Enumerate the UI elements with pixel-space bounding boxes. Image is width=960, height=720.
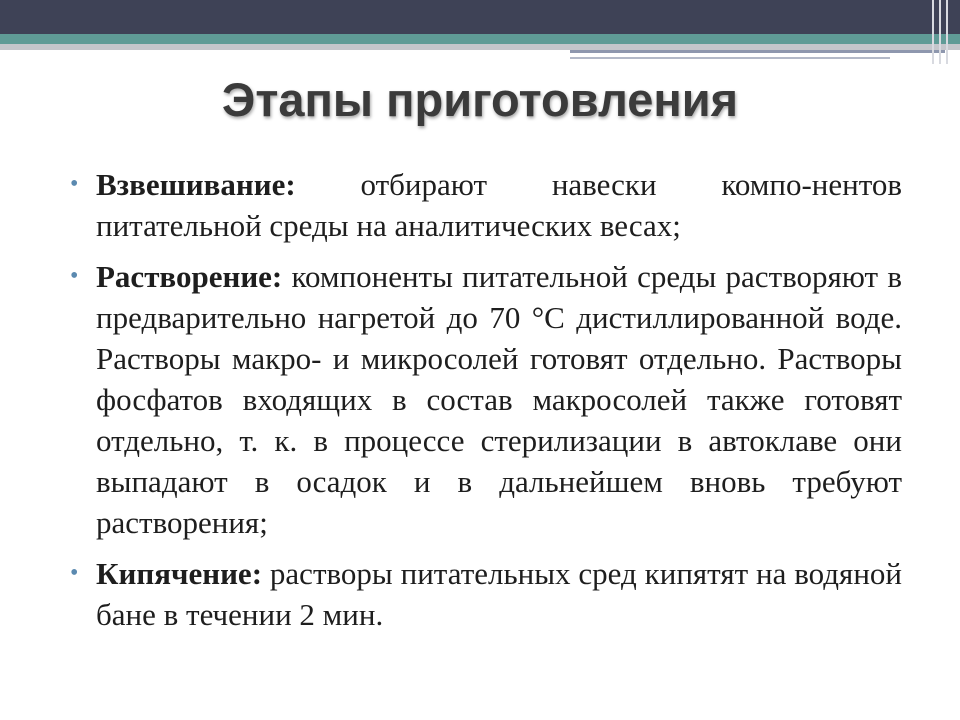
- list-item: [70, 553, 902, 635]
- bullet-icon: •: [70, 560, 79, 586]
- teal-decorative-band: [0, 34, 960, 44]
- slide-title: Этапы приготовления: [221, 73, 739, 126]
- accent-line-secondary: [570, 57, 890, 59]
- list-item: [70, 256, 902, 543]
- bullet-list: [70, 164, 902, 645]
- top-decorative-bar: [0, 0, 960, 34]
- list-item: [70, 164, 902, 246]
- item-text: растворы питательных сред кипятят на водяной бане в течении 2 мин.: [96, 556, 902, 632]
- bullet-icon: •: [70, 263, 79, 289]
- corner-stripes: [932, 0, 954, 64]
- item-text: компоненты питательной среды растворяют в предварительно нагретой до 70 °С дистиллированной воде. Растворы макро- и микросолей готовят отдельно. Растворы фосфатов входящих в состав макросолей также готовят отдельно, т. к. в процессе стерилизации в автоклаве они выпадают в осадок и в дальнейшем вновь требуют растворения;: [96, 259, 902, 540]
- item-term: Растворение:: [96, 259, 283, 294]
- accent-line: [570, 50, 945, 53]
- item-text: отбирают навески компо-нентов питательной среды на аналитических весах;: [96, 167, 902, 243]
- item-term: Кипячение:: [96, 556, 263, 591]
- item-term: Взвешивание:: [96, 167, 296, 202]
- bullet-icon: •: [70, 171, 79, 197]
